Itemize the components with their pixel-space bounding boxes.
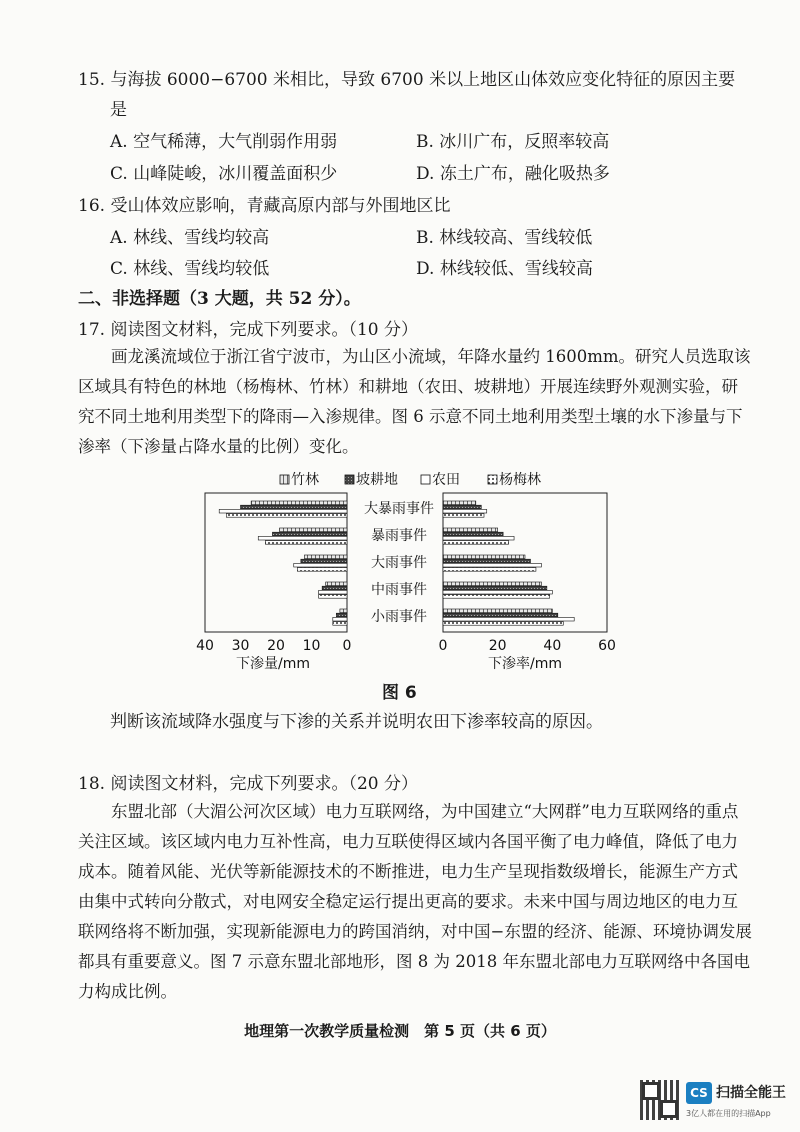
left-bar-坡耕地-大雨事件 xyxy=(301,559,347,563)
right-bar-杨梅林-中雨事件 xyxy=(443,595,550,599)
category-label: 大雨事件 xyxy=(371,555,427,571)
legend-swatch-农田 xyxy=(421,475,430,484)
left-bar-杨梅林-大暴雨事件 xyxy=(226,514,347,518)
q15-stem-line2: 是 xyxy=(110,100,127,120)
left-tick-label: 0 xyxy=(342,638,352,654)
scanner-tagline: 3亿人都在用的扫描App xyxy=(686,1109,771,1118)
left-bar-坡耕地-大暴雨事件 xyxy=(241,505,348,509)
left-tick-label: 10 xyxy=(302,638,321,654)
right-bar-坡耕地-暴雨事件 xyxy=(443,532,503,536)
left-bar-竹林-暴雨事件 xyxy=(280,528,347,532)
figure-6-chart xyxy=(195,465,625,670)
right-bar-竹林-小雨事件 xyxy=(443,609,552,613)
category-label: 大暴雨事件 xyxy=(364,501,434,517)
q16-stem: 16. 受山体效应影响，青藏高原内部与外围地区比 xyxy=(78,196,451,216)
page-footer: 地理第一次教学质量检测 第 5 页（共 6 页） xyxy=(244,1022,556,1040)
q16-option-c: C. 林线、雪线均较低 xyxy=(110,259,270,279)
left-bar-杨梅林-中雨事件 xyxy=(319,595,347,599)
right-tick-label: 40 xyxy=(543,638,562,654)
q16-option-b: B. 林线较高、雪线较低 xyxy=(416,228,593,248)
q15-option-c: C. 山峰陡峻，冰川覆盖面积少 xyxy=(110,164,338,184)
q15-option-a: A. 空气稀薄，大气削弱作用弱 xyxy=(110,132,338,152)
q16-option-a: A. 林线、雪线均较高 xyxy=(110,228,270,248)
left-axis-label: 下渗量/mm xyxy=(236,656,310,670)
right-bar-坡耕地-大雨事件 xyxy=(443,559,530,563)
left-bar-杨梅林-大雨事件 xyxy=(297,568,347,572)
right-bar-农田-暴雨事件 xyxy=(443,536,514,540)
category-label: 暴雨事件 xyxy=(371,528,427,544)
right-bar-坡耕地-大暴雨事件 xyxy=(443,505,481,509)
scanner-watermark xyxy=(640,1080,790,1124)
left-bar-竹林-大雨事件 xyxy=(304,555,347,559)
left-bar-农田-暴雨事件 xyxy=(258,536,347,540)
figure-6-caption: 图 6 xyxy=(382,683,417,703)
right-axis-label: 下渗率/mm xyxy=(488,656,562,670)
q17-stem: 17. 阅读图文材料，完成下列要求。（10 分） xyxy=(78,320,418,340)
right-bar-竹林-大暴雨事件 xyxy=(443,501,476,505)
left-tick-label: 40 xyxy=(196,638,214,654)
left-bar-竹林-中雨事件 xyxy=(326,582,347,586)
right-bar-杨梅林-暴雨事件 xyxy=(443,541,509,545)
right-bar-杨梅林-大暴雨事件 xyxy=(443,514,484,518)
left-bar-农田-大暴雨事件 xyxy=(219,509,347,513)
q17-question: 判断该流域降水强度与下渗的关系并说明农田下渗率较高的原因。 xyxy=(110,712,603,732)
q16-option-d: D. 林线较低、雪线较高 xyxy=(416,259,593,279)
right-bar-坡耕地-小雨事件 xyxy=(443,613,558,617)
q15-stem-line1: 15. 与海拔 6000−6700 米相比，导致 6700 米以上地区山体效应变化特征的原因主要 xyxy=(78,70,736,90)
legend-swatch-坡耕地 xyxy=(345,475,354,484)
left-bar-农田-中雨事件 xyxy=(319,590,347,594)
q15-option-d: D. 冻土广布，融化吸热多 xyxy=(416,164,610,184)
legend-label: 农田 xyxy=(432,472,460,488)
legend-swatch-竹林 xyxy=(280,475,289,484)
qr-code-icon xyxy=(640,1080,680,1120)
right-tick-label: 60 xyxy=(598,638,616,654)
left-tick-label: 30 xyxy=(231,638,250,654)
right-bar-农田-小雨事件 xyxy=(443,617,574,621)
legend-swatch-杨梅林 xyxy=(488,475,497,484)
left-bar-竹林-小雨事件 xyxy=(340,609,347,613)
right-tick-label: 0 xyxy=(438,638,448,654)
right-bar-农田-大雨事件 xyxy=(443,563,541,567)
right-bar-坡耕地-中雨事件 xyxy=(443,586,547,590)
left-bar-坡耕地-小雨事件 xyxy=(336,613,347,617)
left-bar-农田-大雨事件 xyxy=(294,563,347,567)
right-bar-农田-中雨事件 xyxy=(443,590,552,594)
left-bar-坡耕地-中雨事件 xyxy=(322,586,347,590)
right-bar-杨梅林-小雨事件 xyxy=(443,622,563,626)
category-label: 中雨事件 xyxy=(371,582,427,598)
right-tick-label: 20 xyxy=(488,638,507,654)
category-label: 小雨事件 xyxy=(371,609,427,625)
q17-material: 画龙溪流域位于浙江省宁波市，为山区小流域，年降水量约 1600mm。研究人员选取该区域具有特色的林地（杨梅林、竹林）和耕地（农田、坡耕地）开展连续野外观测实验，研究不同土地利用类型下的降雨—入渗规律。图 6 示意不同土地利用类型土壤的水下渗量与下渗率（下渗量占降水量的比例）变化。 xyxy=(78,347,751,456)
q18-stem: 18. 阅读图文材料，完成下列要求。（20 分） xyxy=(78,774,418,794)
left-bar-竹林-大暴雨事件 xyxy=(251,501,347,505)
right-bar-竹林-中雨事件 xyxy=(443,582,541,586)
legend-label: 杨梅林 xyxy=(499,472,541,488)
legend-label: 坡耕地 xyxy=(356,472,398,488)
scanner-app-name: 扫描全能王 xyxy=(716,1085,786,1101)
right-bar-农田-大暴雨事件 xyxy=(443,509,487,513)
q18-material: 东盟北部（大湄公河次区域）电力互联网络，为中国建立“大网群”电力互联网络的重点关注区域。该区域内电力互补性高，电力互联使得区域内各国平衡了电力峰值，降低了电力成本。随着风能、光伏等新能源技术的不断推进，电力生产呈现指数级增长，能源生产方式由集中式转向分散式，对电网安全稳定运行提出更高的要求。未来中国与周边地区的电力互联网络将不断加强，实现新能源电力的跨国消纳，对中国−东盟的经济、能源、环境协调发展都具有重要意义。图 7 示意东盟北部地形，图 8 为 2018 年东盟北部电力互联网络中各国电力构成比例。 xyxy=(78,802,752,1001)
right-bar-竹林-大雨事件 xyxy=(443,555,525,559)
right-bar-竹林-暴雨事件 xyxy=(443,528,498,532)
legend-label: 竹林 xyxy=(291,472,319,488)
section-heading: 二、非选择题（3 大题，共 52 分）。 xyxy=(78,289,361,309)
left-tick-label: 20 xyxy=(267,638,285,654)
camscanner-logo-icon: CS xyxy=(686,1082,712,1104)
left-bar-农田-小雨事件 xyxy=(333,617,347,621)
left-bar-杨梅林-暴雨事件 xyxy=(265,541,347,545)
right-bar-杨梅林-大雨事件 xyxy=(443,568,536,572)
q15-option-b: B. 冰川广布，反照率较高 xyxy=(416,132,610,152)
left-bar-杨梅林-小雨事件 xyxy=(333,622,347,626)
left-bar-坡耕地-暴雨事件 xyxy=(272,532,347,536)
